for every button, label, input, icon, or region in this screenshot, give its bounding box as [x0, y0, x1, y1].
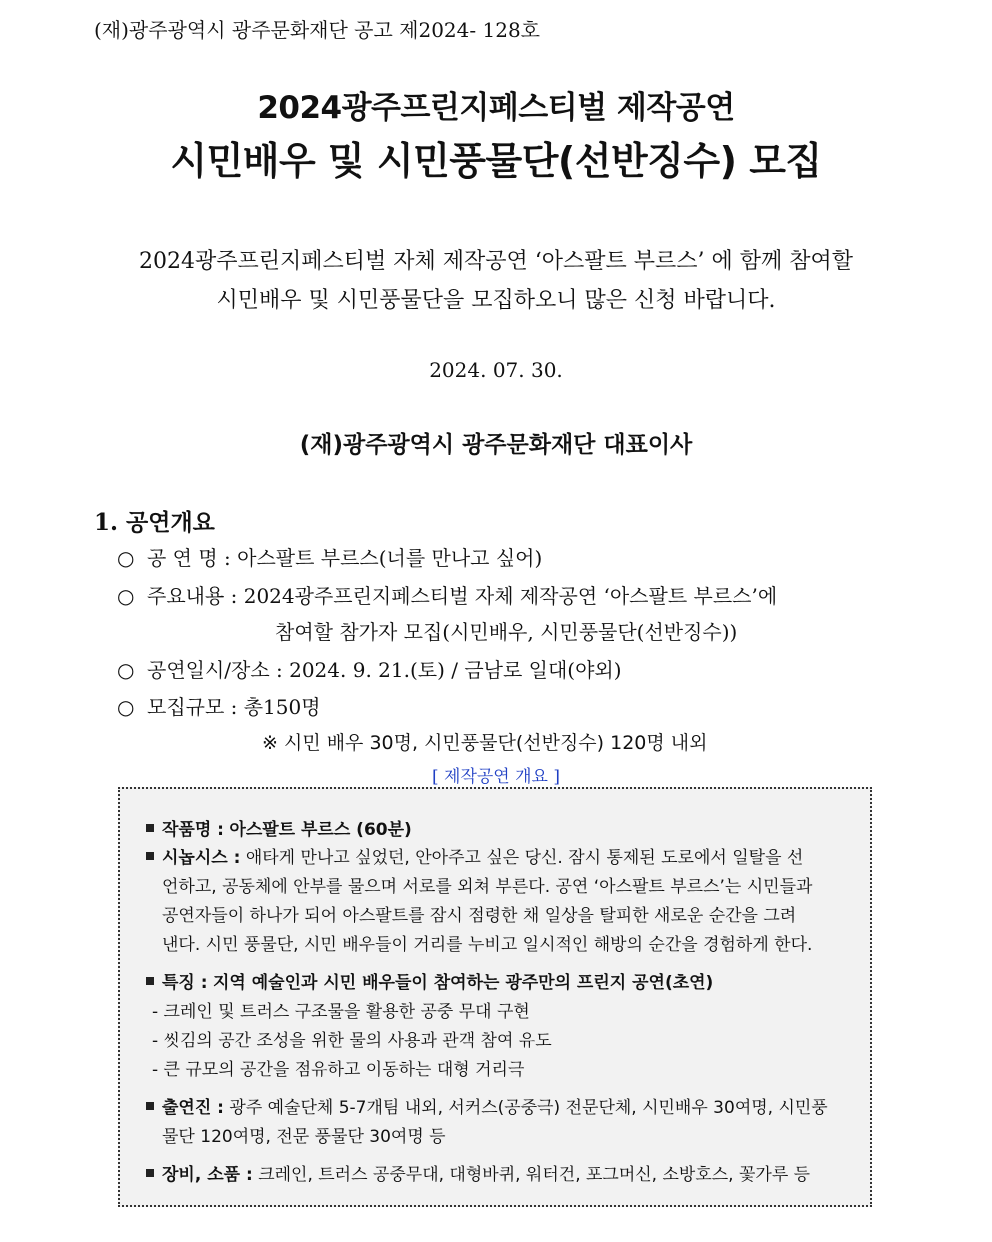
box-label: [ 제작공연 개요 ]	[431, 767, 560, 787]
circle-bullet-icon: ○	[117, 584, 135, 608]
circle-bullet-icon: ○	[117, 695, 135, 719]
page-title-line2: 시민배우 및 시민풍물단(선반징수) 모집	[170, 139, 822, 183]
synopsis-line: 낸다. 시민 풍물단, 시민 배우들이 거리를 누비고 일시적인 해방의 순간을 경험하게 한다.	[162, 935, 813, 955]
feature-row	[146, 968, 713, 993]
overview-item-text: 공연일시/장소 : 2024. 9. 21.(토) / 금남로 일대(야외)	[147, 658, 622, 682]
feature-item: - 큰 규모의 공간을 점유하고 이동하는 대형 거리극	[152, 1060, 525, 1080]
cast-row	[146, 1093, 828, 1118]
props-label: 장비, 소품 :	[162, 1165, 253, 1185]
square-bullet-icon	[146, 977, 154, 985]
synopsis-line: 언하고, 공동체에 안부를 물으며 서로를 외쳐 부른다. 공연 ‘아스팔트 부르스’는 시민들과	[162, 877, 813, 897]
cast-line: 물단 120여명, 전문 풍물단 30여명 등	[162, 1127, 446, 1147]
intro-line2: 시민배우 및 시민풍물단을 모집하오니 많은 신청 바랍니다.	[216, 288, 776, 313]
issuer: (재)광주광역시 광주문화재단 대표이사	[299, 432, 693, 458]
synopsis-row	[146, 843, 803, 868]
synopsis-line: 공연자들이 하나가 되어 아스팔트를 잠시 점령한 채 일상을 탈피한 새로운 순간을 그려	[162, 906, 797, 926]
intro-line1: 2024광주프린지페스티벌 자체 제작공연 ‘아스팔트 부르스’ 에 함께 참여할	[139, 249, 853, 274]
feature-item: - 크레인 및 트러스 구조물을 활용한 공중 무대 구현	[152, 1002, 530, 1022]
overview-item-content	[117, 580, 777, 609]
props-row	[146, 1160, 810, 1185]
overview-item-text: 주요내용 : 2024광주프린지페스티벌 자체 제작공연 ‘아스팔트 부르스’에	[147, 584, 778, 608]
square-bullet-icon	[146, 1169, 154, 1177]
notice-date: 2024. 07. 30.	[429, 358, 563, 382]
work-label: 작품명 :	[162, 820, 224, 840]
scale-note: ※ 시민 배우 30명, 시민풍물단(선반징수) 120명 내외	[262, 732, 708, 754]
overview-item-scale	[117, 691, 321, 720]
square-bullet-icon	[146, 824, 154, 832]
cast-line: 광주 예술단체 5-7개팀 내외, 서커스(공중극) 전문단체, 시민배우 30여명, 시민풍	[229, 1098, 828, 1118]
overview-item-schedule	[117, 654, 622, 683]
square-bullet-icon	[146, 1102, 154, 1110]
overview-item-content-cont: 참여할 참가자 모집(시민배우, 시민풍물단(선반징수))	[275, 620, 738, 644]
production-overview-box	[118, 787, 872, 1207]
square-bullet-icon	[146, 852, 154, 860]
page-title-line1: 2024광주프린지페스티벌 제작공연	[257, 90, 735, 126]
work-value: 아스팔트 부르스 (60분)	[229, 820, 412, 840]
cast-label: 출연진 :	[162, 1098, 224, 1118]
props-value: 크레인, 트러스 공중무대, 대형바퀴, 워터건, 포그머신, 소방호스, 꽃가루 등	[258, 1165, 811, 1185]
section-title: 1. 공연개요	[94, 509, 215, 536]
circle-bullet-icon: ○	[117, 546, 135, 570]
synopsis-line: 애타게 만나고 싶었던, 안아주고 싶은 당신. 잠시 통제된 도로에서 일탈을 선	[245, 848, 804, 868]
feature-label: 특징 :	[162, 973, 208, 993]
overview-item-title	[117, 542, 542, 571]
circle-bullet-icon: ○	[117, 658, 135, 682]
notice-number: (재)광주광역시 광주문화재단 공고 제2024- 128호	[94, 18, 540, 42]
overview-item-text: 공 연 명 : 아스팔트 부르스(너를 만나고 싶어)	[147, 546, 543, 570]
work-row	[146, 815, 412, 840]
feature-value: 지역 예술인과 시민 배우들이 참여하는 광주만의 프린지 공연(초연)	[212, 973, 714, 993]
feature-item: - 씻김의 공간 조성을 위한 물의 사용과 관객 참여 유도	[152, 1031, 552, 1051]
overview-item-text: 모집규모 : 총150명	[147, 695, 321, 719]
synopsis-label: 시놉시스 :	[162, 848, 241, 868]
